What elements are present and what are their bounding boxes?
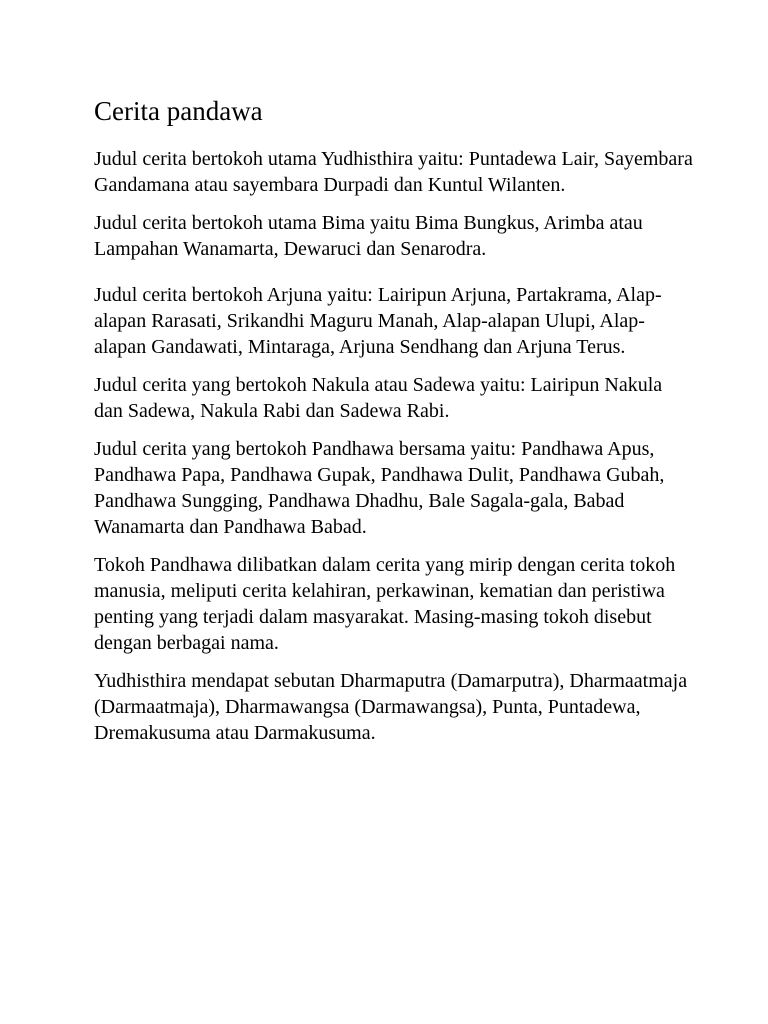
document-page [94, 92, 694, 746]
paragraph-pandhawa-stories: Judul cerita yang bertokoh Pandhawa bersama yaitu: Pandhawa Apus, Pandhawa Papa, Pandhawa Gupak, Pandhawa Dulit, Pandhawa Gubah, Pandhawa Sungging, Pandhawa Dhadhu, Bale Sagala-gala, Babad Wanamarta dan Pandhawa Babad. [94, 438, 665, 538]
paragraph-yudhisthira-stories: Judul cerita bertokoh utama Yudhisthira yaitu: Puntadewa Lair, Sayembara Gandamana atau sayembara Durpadi dan Kuntul Wilanten. [94, 148, 693, 196]
document-title: Cerita pandawa [94, 96, 263, 126]
paragraph-nakula-sadewa-stories: Judul cerita yang bertokoh Nakula atau Sadewa yaitu: Lairipun Nakula dan Sadewa, Nakula Rabi dan Sadewa Rabi. [94, 374, 663, 422]
paragraph-arjuna-stories: Judul cerita bertokoh Arjuna yaitu: Lairipun Arjuna, Partakrama, Alap-alapan Rarasati, Srikandhi Maguru Manah, Alap-alapan Ulupi, Alap-alapan Gandawati, Mintaraga, Arjuna Sendhang dan Arjuna Terus. [94, 284, 662, 358]
paragraph-bima-stories: Judul cerita bertokoh utama Bima yaitu Bima Bungkus, Arimba atau Lampahan Wanamarta, Dewaruci dan Senarodra. [94, 212, 643, 260]
paragraph-yudhisthira-names: Yudhisthira mendapat sebutan Dharmaputra (Damarputra), Dharmaatmaja (Darmaatmaja), Dharmawangsa (Darmawangsa), Punta, Puntadewa, Dremakusuma atau Darmakusuma. [94, 670, 688, 744]
paragraph-pandhawa-involvement: Tokoh Pandhawa dilibatkan dalam cerita yang mirip dengan cerita tokoh manusia, meliputi cerita kelahiran, perkawinan, kematian dan peristiwa penting yang terjadi dalam masyarakat. Masing-masing tokoh disebut dengan berbagai nama. [94, 554, 676, 654]
